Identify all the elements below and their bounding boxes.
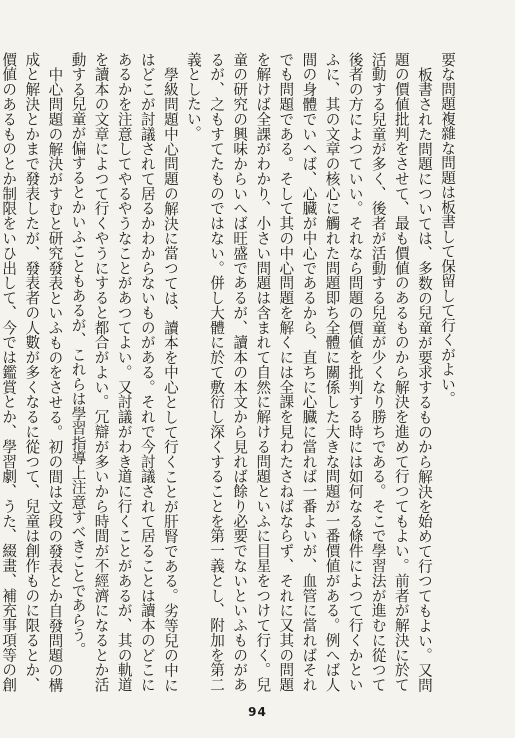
body-text (0, 52, 459, 692)
paragraph: 要な問題複雜な問題は板書して保留して行くがよい。 (439, 52, 456, 406)
paragraph: 中心問題の解決がすむと研究發表といふものをさせる。初の間は文段の發表とか自發問題の構成と解決とかまで發表したが、發表者の人數が多くなるに從つて、兒童は創作ものに限るとか、價値のあるものとか制限をいひ出して、今では鑑賞とか、學習劇、うた、綴畫、補充事項等の創 (0, 52, 64, 692)
page-number: 94 (248, 705, 267, 719)
paragraph: 學級問題中心問題の解決に當つては、讀本を中心として行くことが肝腎である。劣等兒の中にはどこが討議されて居るかわからないものがある。それで今討議されて居ることは讀本のどこにあるかを注意してやるやうなことがあつてよい。又討議がわき道に行くことがあるが、其の軌道を讀本の文章によつて行くやうにすると都合がよい。冗辯が多いから時間が不經濟になるとか活動する兒童が偏するとかいふこともあるが、これらは學習指導上注意すべきことであらう。 (69, 52, 179, 692)
paragraph: 板書された問題については、多数の兒童が要求するものから解決を始めて行つてもよい。又問題の價値批判をさせて、最も價値のあるものから解決を進めて行つてもよい。前者が解決に於て活動する兒童が多く、後者が活動する兒童が少くなり勝ちである。そこで學習法が進むに從つて後者の方によつていい。それなら問題の價値を批判する時には如何なる條件によつて行くかといふに、其の文章の核心に觸れた問題即ち全體に關係した大きな問題が一番價値がある。例へば人間の身體でいへば、心臓が中心であるから、直ちに心臓に當れば一番よいが、血管に當ればそれでも問題である。そして其の中心問題を解くには全課を見わたさねばならず、それに又其の問題を解けば全課がわかり、小さい問題は含まれて自然に解ける問題といふに目星をつけて行く。兒童の研究の興味からいへば旺盛であるが、讀本の本文から見れば餘り必要でないといふものがあるが、之もすてたものではない。併し大體に於て敷衍し深くすることを第一義とし、附加を第二義としたい。 (184, 52, 433, 692)
